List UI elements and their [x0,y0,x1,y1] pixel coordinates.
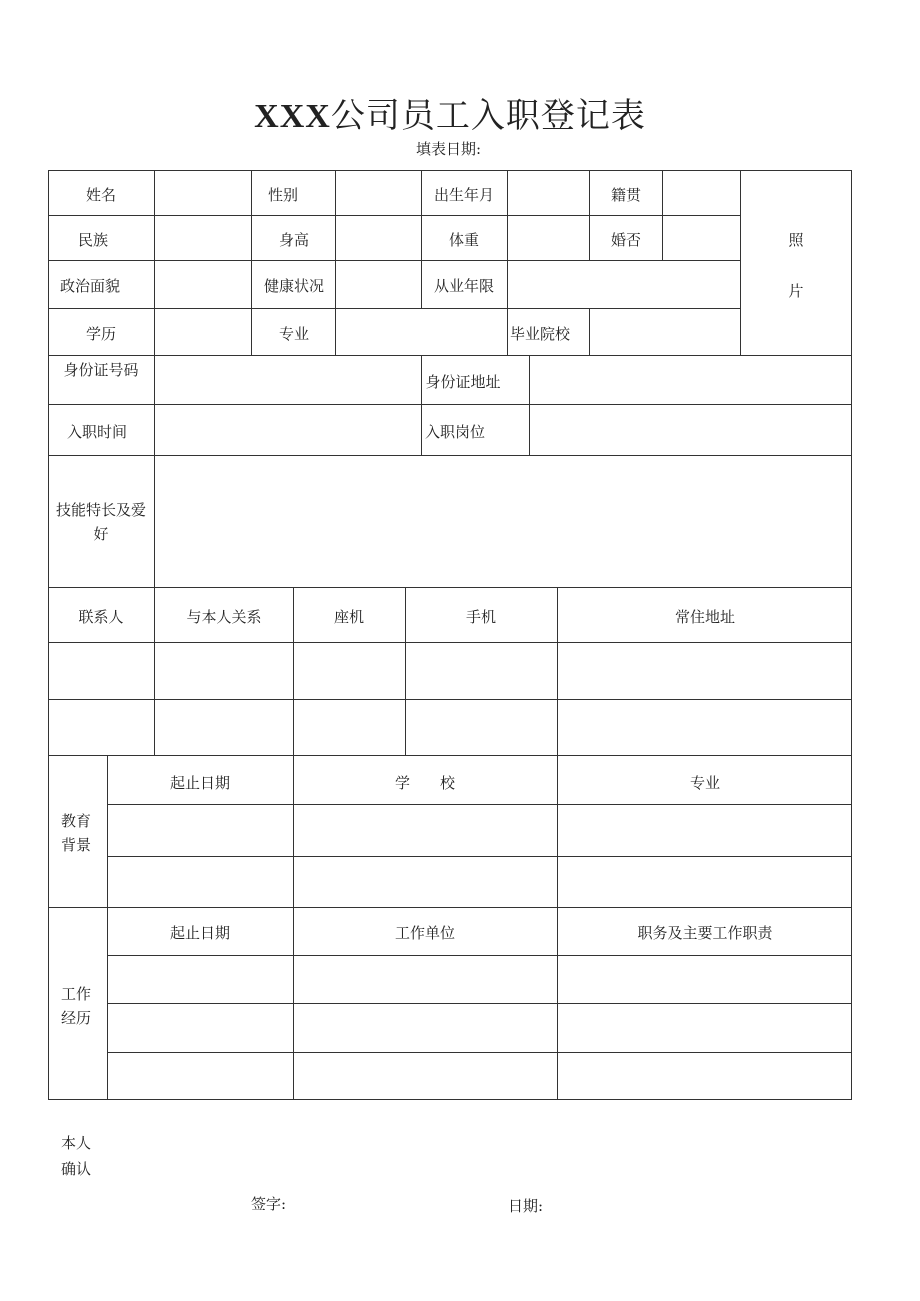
label-ethnicity: 民族 [77,231,109,249]
label-years-in-industry: 从业年限 [433,277,495,295]
education-header-school: 学 校 [394,774,456,792]
label-skills: 技能特长及爱好 [55,501,146,543]
contacts-header-contact: 联系人 [78,608,124,626]
label-political: 政治面貌 [59,277,121,295]
label-native-place: 籍贯 [610,186,642,204]
work-label: 工作经历 [60,985,91,1027]
label-weight: 体重 [448,231,480,249]
label-birth: 出生年月 [433,186,495,204]
work-header-company: 工作单位 [394,924,456,942]
work-header-duties: 职务及主要工作职责 [637,924,773,942]
education-header-major: 专业 [689,774,721,792]
sign-label: 签字: [251,1195,287,1213]
label-name: 姓名 [85,186,117,204]
fill-date-label: 填表日期: [416,140,482,158]
education-header-dates: 起止日期 [169,774,231,792]
label-id-address: 身份证地址 [425,373,501,391]
contacts-header-landline: 座机 [333,608,365,626]
label-entry-post: 入职岗位 [424,423,486,441]
label-school: 毕业院校 [509,325,571,343]
work-header-dates: 起止日期 [169,924,231,942]
photo-label-2: 片 [788,282,804,300]
label-gender: 性别 [267,186,299,204]
contacts-header-mobile: 手机 [465,608,497,626]
label-height: 身高 [278,231,310,249]
date-label: 日期: [508,1197,544,1215]
education-label: 教育背景 [60,812,91,854]
label-major: 专业 [278,325,310,343]
label-entry-time: 入职时间 [66,423,128,441]
label-education: 学历 [85,325,117,343]
label-id-number: 身份证号码 [63,361,139,379]
contacts-header-relation: 与本人关系 [186,608,262,626]
confirm-label: 本人确认 [60,1134,91,1178]
title-prefix: XXX [254,98,331,135]
photo-label-1: 照 [788,231,804,249]
title-text: 公司员工入职登记表 [330,96,646,136]
label-health: 健康状况 [263,277,325,295]
contacts-header-address: 常住地址 [674,608,736,626]
label-marital: 婚否 [610,231,642,249]
